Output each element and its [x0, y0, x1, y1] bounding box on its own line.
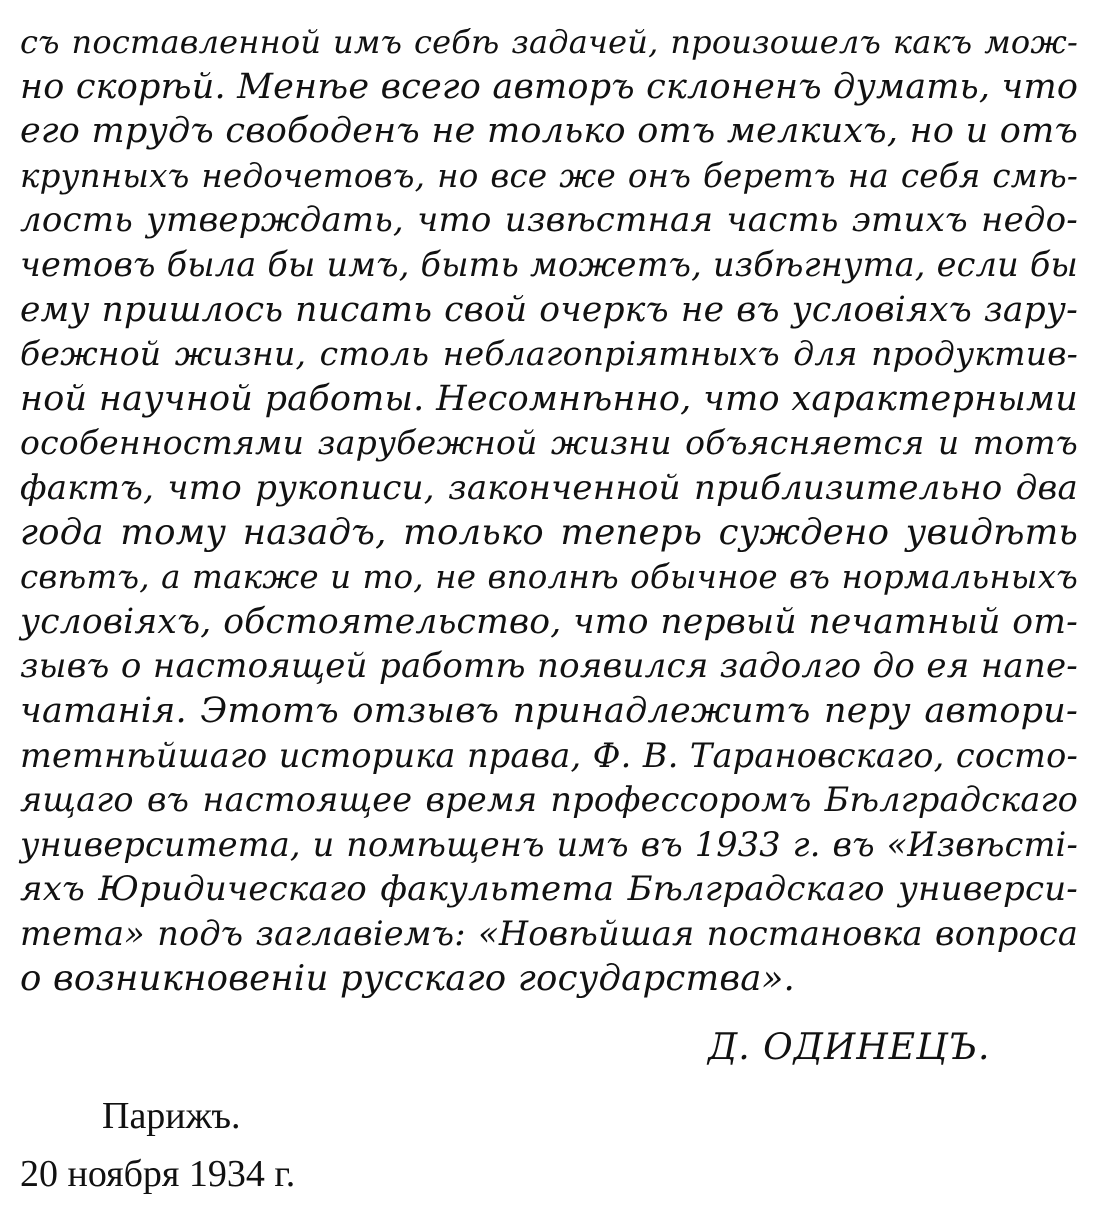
text-line: его трудъ свободенъ не только отъ мелкихъ, но и отъ	[20, 111, 1078, 152]
text-line: свѣтъ, а также и то, не вполнѣ обычное въ нормальныхъ	[20, 558, 1078, 597]
place-line: Парижъ.	[102, 1095, 241, 1137]
text-line: зывъ о настоящей работѣ появился задолго до ея напе-	[20, 646, 1078, 687]
text-line: съ поставленной имъ себѣ задачей, произошелъ какъ мож-	[20, 23, 1078, 61]
text-line: яхъ Юридическаго факультета Бѣлградскаго универси-	[20, 869, 1078, 910]
date-line: 20 ноября 1934 г.	[20, 1153, 296, 1195]
text-line: чатанія. Этотъ отзывъ принадлежитъ перу автори-	[20, 691, 1078, 731]
text-line: тета» подъ заглавіемъ: «Новѣйшая постановка вопроса	[20, 914, 1078, 953]
text-line: ящаго въ настоящее время профессоромъ Бѣлградскаго	[20, 780, 1078, 820]
text-line: ной научной работы. Несомнѣнно, что характерными	[20, 378, 1078, 419]
text-line: условіяхъ, обстоятельство, что первый печатный от-	[20, 601, 1078, 642]
text-line: четовъ была бы имъ, быть можетъ, избѣгнута, если бы	[20, 245, 1078, 284]
text-line: особенностями зарубежной жизни объясняется и тотъ	[20, 423, 1078, 463]
text-line: бежной жизни, столь неблагопріятныхъ для продуктив-	[20, 334, 1078, 374]
text-line: о возникновеніи русскаго государства».	[20, 957, 796, 999]
text-line: университета, и помѣщенъ имъ въ 1933 г. въ «Извѣсті-	[20, 824, 1078, 864]
text-line: года тому назадъ, только теперь суждено увидѣть	[20, 511, 1078, 553]
text-line: тетнѣйшаго историка права, Ф. В. Тарановскаго, состо-	[20, 735, 1078, 775]
text-line: крупныхъ недочетовъ, но все же онъ беретъ на себя смѣ-	[20, 156, 1078, 195]
text-line: лость утверждать, что извѣстная часть этихъ недо-	[20, 200, 1078, 241]
author-signature: Д. ОДИНЕЦЪ.	[708, 1027, 991, 1068]
text-line: фактъ, что рукописи, законченной приблизительно два	[20, 468, 1078, 508]
text-line: но скорѣй. Менѣе всего авторъ склоненъ думать, что	[20, 66, 1079, 107]
text-line: ему пришлось писать свой очеркъ не въ условіяхъ зару-	[20, 289, 1078, 330]
